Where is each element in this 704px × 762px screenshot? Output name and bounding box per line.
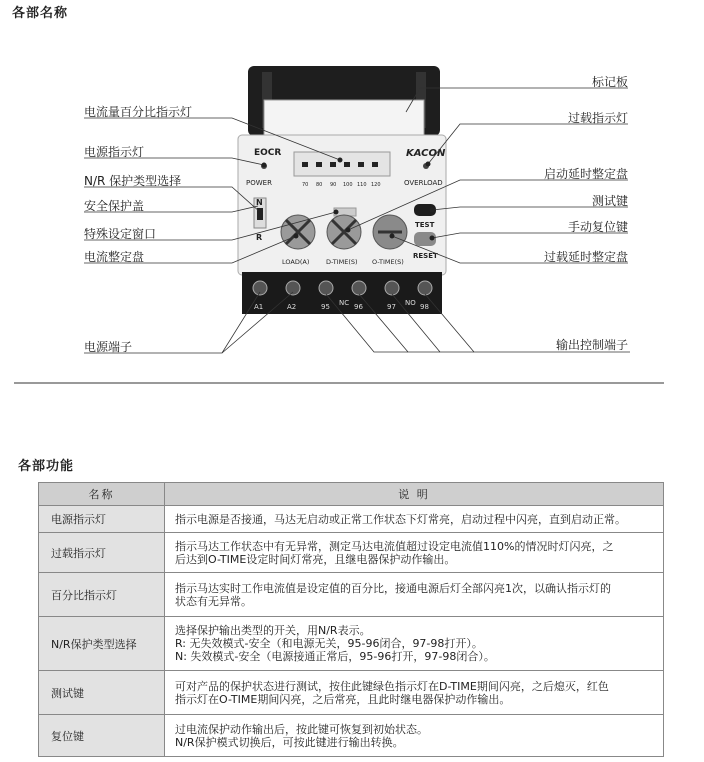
table-header-row <box>39 483 664 506</box>
row-desc <box>165 533 664 573</box>
row-desc <box>165 617 664 671</box>
desc-line: N: 失效模式-安全（电源接通正常后，95-96打开，97-98闭合）。 <box>175 650 495 663</box>
label-special-window: 特殊设定窗口 <box>84 227 157 241</box>
marking-board <box>264 100 424 136</box>
terminal-label: 97 <box>387 303 396 311</box>
reset-label: RESET <box>413 252 438 260</box>
leader-dot <box>262 163 267 168</box>
table-row <box>39 573 664 617</box>
desc-line: 指示电源是否接通，马达无启动或正常工作状态下灯常亮，启动过程中闪亮，直到启动正常。 <box>175 512 626 526</box>
desc-line: 指示马达实时工作电流值是设定值的百分比，接通电源后灯全部闪亮1次，以确认指示灯的 <box>175 581 611 595</box>
terminal-screw-icon <box>418 281 432 295</box>
terminal-block <box>242 272 442 314</box>
leader-dot <box>294 234 299 239</box>
desc-line: 可对产品的保护状态进行测试，按住此键绿色指示灯在D-TIME期间闪亮，之后熄灭，红色 <box>175 679 609 693</box>
row-desc <box>165 573 664 617</box>
terminal-screw-icon <box>319 281 333 295</box>
overload-text: OVERLOAD <box>404 179 443 187</box>
label-marking-board: 标记板 <box>591 75 628 89</box>
dial-dtime-label: D-TIME(S) <box>326 258 358 266</box>
row-name: 测试键 <box>39 671 165 715</box>
terminal-label: A1 <box>254 303 264 311</box>
terminal-screw-icon <box>286 281 300 295</box>
function-table <box>38 482 664 757</box>
row-name: N/R保护类型选择 <box>39 617 165 671</box>
row-desc <box>165 671 664 715</box>
label-test-key: 测试键 <box>591 194 628 208</box>
table-row <box>39 715 664 757</box>
terminal-screw-icon <box>385 281 399 295</box>
row-name: 百分比指示灯 <box>39 573 165 617</box>
terminal-label: NO <box>405 299 416 307</box>
label-current-percent-led: 电流量百分比指示灯 <box>84 105 193 119</box>
table-row <box>39 617 664 671</box>
scale-mark: 120 <box>371 182 381 188</box>
row-desc <box>165 506 664 533</box>
terminal-label: 96 <box>354 303 363 311</box>
terminal-screw-icon <box>352 281 366 295</box>
row-name: 过载指示灯 <box>39 533 165 573</box>
label-overload-delay-dial: 过载延时整定盘 <box>543 250 628 264</box>
desc-line: 过电流保护动作输出后，按此键可恢复到初始状态。 <box>175 722 428 736</box>
scale-mark: 90 <box>330 182 337 188</box>
power-text: POWER <box>246 179 272 187</box>
label-power-terminal: 电源端子 <box>84 340 133 354</box>
scale-mark: 110 <box>357 182 367 188</box>
label-start-delay-dial: 启动延时整定盘 <box>543 167 628 181</box>
desc-line: 指示灯在O-TIME期间闪亮，之后常亮，且此时继电器保护动作输出。 <box>175 692 511 706</box>
desc-line: 选择保护输出类型的开关，用N/R表示。 <box>175 624 371 637</box>
table-row <box>39 506 664 533</box>
header-desc: 说 明 <box>165 483 664 506</box>
label-safety-cover: 安全保护盖 <box>84 199 145 213</box>
nr-n-label: N <box>256 198 263 207</box>
label-current-dial: 电流整定盘 <box>84 250 145 264</box>
desc-line: N/R保护模式切换后，可按此键进行输出转换。 <box>175 735 404 749</box>
desc-line: 指示马达工作状态中有无异常，测定马达电流值超过设定电流值110%的情况时灯闪亮，之 <box>175 539 614 553</box>
label-nr-selection: N/R 保护类型选择 <box>84 174 182 188</box>
terminal-label: NC <box>339 299 350 307</box>
dial-load-label: LOAD(A) <box>282 258 310 266</box>
leader-dot <box>338 158 343 163</box>
terminal-label: A2 <box>287 303 297 311</box>
header-name: 名称 <box>39 483 165 506</box>
row-name: 复位键 <box>39 715 165 757</box>
terminal-label: 95 <box>321 303 330 311</box>
desc-line: R: 无失效模式-安全（和电源无关，95-96闭合，97-98打开）。 <box>175 637 483 650</box>
table-row <box>39 533 664 573</box>
leader-dot <box>390 234 395 239</box>
dial-otime-label: O-TIME(S) <box>372 258 404 266</box>
brand-logo: KACON <box>406 148 446 159</box>
leader-dot <box>430 236 435 241</box>
terminal-screw-icon <box>253 281 267 295</box>
dial-load <box>281 215 315 249</box>
leader-dot <box>334 210 339 215</box>
leader-dot <box>258 210 263 215</box>
label-overload-led: 过载指示灯 <box>567 111 628 125</box>
table-row <box>39 671 664 715</box>
test-label: TEST <box>415 221 435 229</box>
leader-dot <box>426 162 431 167</box>
dial-dtime <box>327 215 361 249</box>
scale-mark: 70 <box>302 182 309 188</box>
scale-mark: 80 <box>316 182 323 188</box>
dial-otime <box>373 215 407 249</box>
desc-line: 状态有无异常。 <box>175 594 252 608</box>
label-power-led: 电源指示灯 <box>84 145 145 159</box>
row-desc <box>165 715 664 757</box>
desc-line: 后达到O-TIME设定时间灯常亮，且继电器保护动作输出。 <box>175 552 456 566</box>
row-name: 电源指示灯 <box>39 506 165 533</box>
leader-dot <box>430 208 435 213</box>
leader-dot <box>346 228 351 233</box>
label-manual-reset-key: 手动复位键 <box>567 220 628 234</box>
label-output-terminal: 输出控制端子 <box>555 338 628 352</box>
section-title-functions: 各部功能 <box>18 459 75 474</box>
scale-mark: 100 <box>343 182 353 188</box>
terminal-label: 98 <box>420 303 429 311</box>
nr-r-label: R <box>256 233 263 242</box>
section-title-names: 各部名称 <box>12 6 69 21</box>
ocr-label: EOCR <box>254 148 282 158</box>
